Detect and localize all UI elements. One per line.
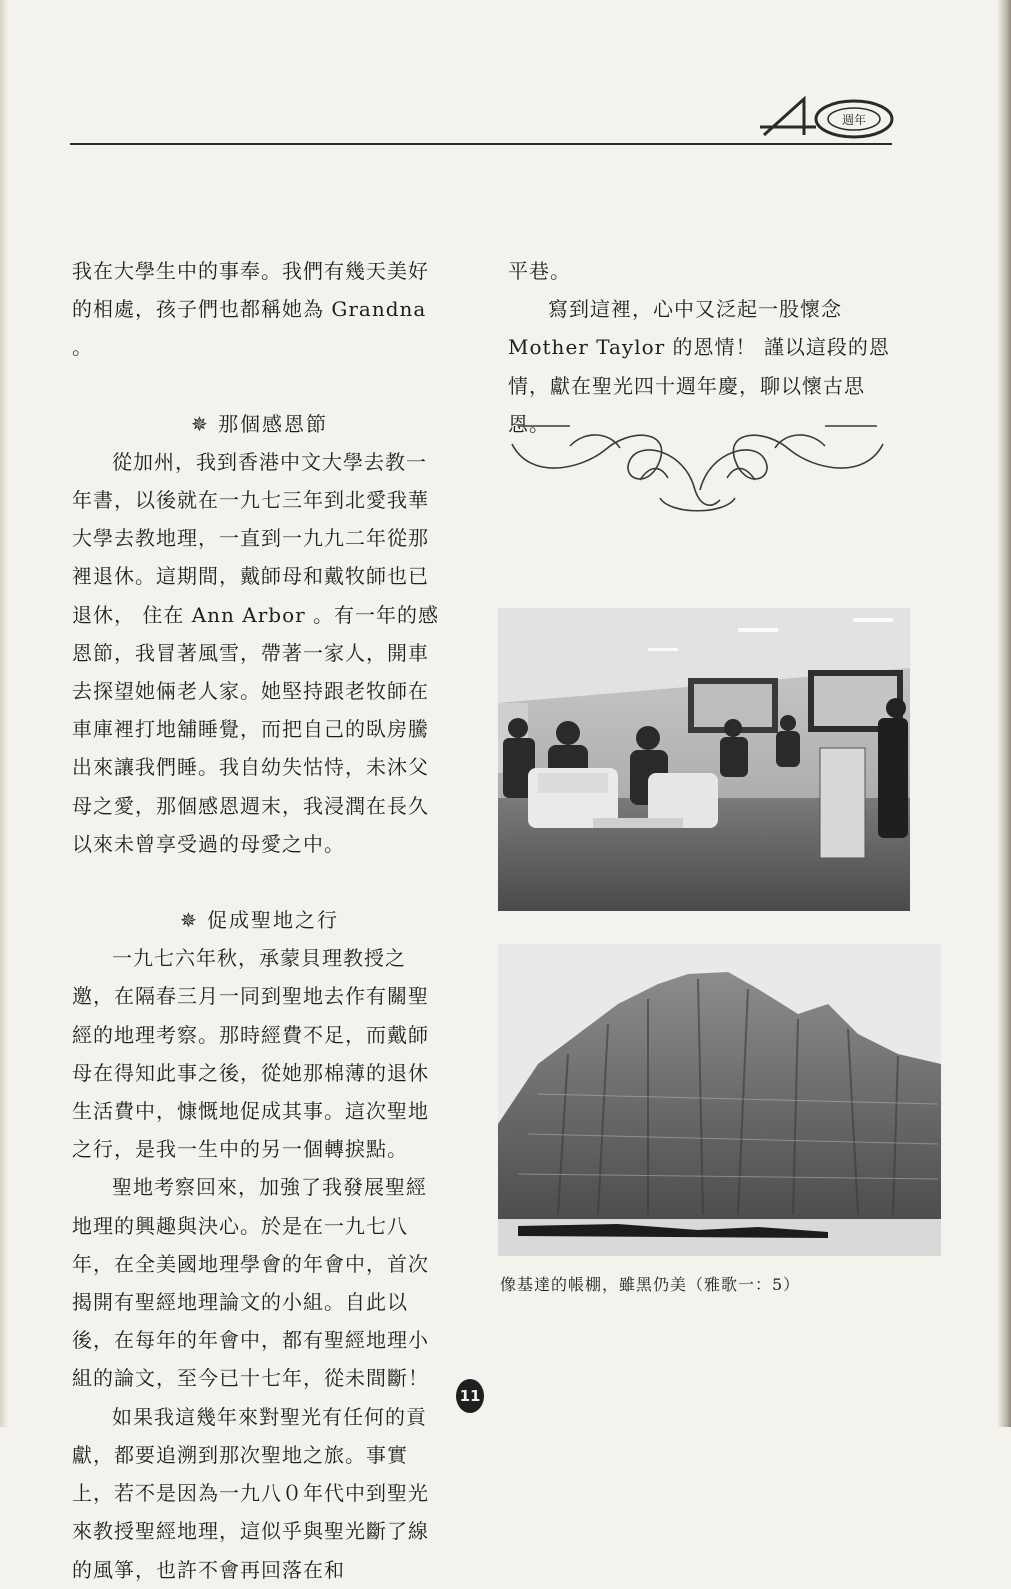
page-edge-left: [0, 0, 8, 1427]
holyland-paragraph-2: 聖地考察回來，加強了我發展聖經地理的興趣與決心。於是在一九七八年，在全美國地理學會的年會中，首次揭開有聖經地理論文的小組。自此以後，在每年的年會中，都有聖經地理小組的論文，至今已十七年，從未間斷！: [72, 1175, 429, 1391]
page-edge-right: [997, 0, 1011, 1427]
continued-paragraph: 平巷。: [508, 259, 571, 283]
holyland-paragraph-1: 一九七六年秋，承蒙貝理教授之邀，在隔春三月一同到聖地去作有關聖經的地理考察。那時經費不足，而戴師母在得知此事之後，從她那棉薄的退休生活費中，慷慨地促成其事。這次聖地之行，是我一生中的另一個轉捩點。: [72, 946, 429, 1162]
svg-text:週年: 週年: [841, 113, 867, 127]
thanksgiving-paragraph: 從加州，我到香港中文大學去教一年書，以後就在一九七三年到北愛我華大學去教地理，一直到一九九二年從那裡退休。這期間，戴師母和戴牧師也已退休， 住在 Ann Arbor 。有一年的感恩節，我冒著風雪，帶著一家人，開車去探望她倆老人家。她堅持跟老牧師在車庫裡打地舖睡覺，而把自己的臥房騰出來讓我們睡。我自幼失怙恃，未沐父母之愛，那個感恩週末，我浸潤在長久以來未曾享受過的母愛之中。: [72, 449, 440, 856]
anniversary-40-logo: [756, 95, 896, 141]
closing-paragraph: 寫到這裡，心中又泛起一股懷念Mother Taylor 的恩情！ 謹以這段的恩情，獻在聖光四十週年慶，聊以懷古思恩。: [508, 297, 890, 436]
header-rule: [70, 143, 892, 145]
left-column: [72, 252, 447, 1589]
photo-caption: 像基達的帳棚，雖黑仍美（雅歌一：5）: [500, 1275, 801, 1294]
decorative-flourish: [510, 420, 885, 520]
section-heading-thanksgiving: [72, 405, 447, 443]
section-title: 那個感恩節: [218, 411, 329, 436]
snowflake-icon: ✵: [190, 411, 210, 436]
right-column: [508, 252, 893, 443]
intro-paragraph: 我在大學生中的事奉。我們有幾天美好的相處，孩子們也都稱她為 Grandna 。: [72, 259, 429, 360]
section-title: 促成聖地之行: [207, 908, 340, 933]
page-number: 11: [456, 1379, 484, 1413]
snowflake-icon: ✵: [179, 908, 199, 933]
mountain-photo: [498, 944, 941, 1256]
classroom-photo: [498, 608, 910, 911]
holyland-paragraph-3: 如果我這幾年來對聖光有任何的貢獻，都要追溯到那次聖地之旅。事實上，若不是因為一九八０年代中到聖光來教授聖經地理，這似乎與聖光斷了線的風箏，也許不會再回落在和: [72, 1404, 429, 1582]
section-heading-holyland: [72, 901, 447, 939]
